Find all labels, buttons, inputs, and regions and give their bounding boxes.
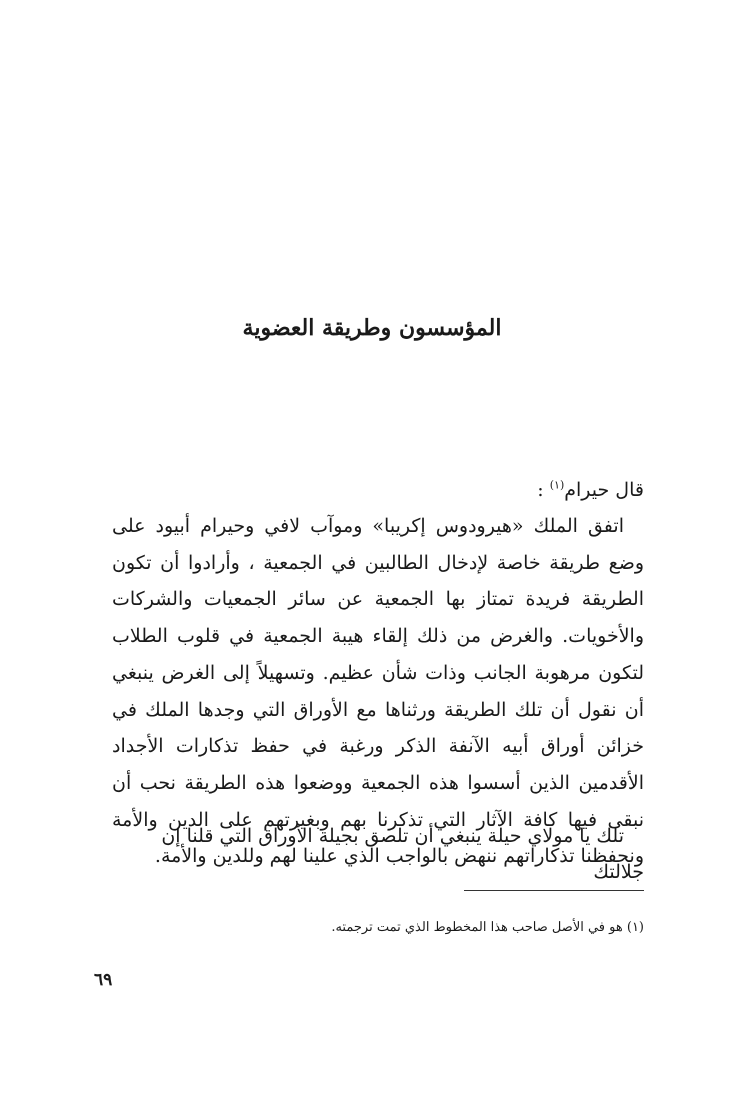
footnote: (١) هو في الأصل صاحب هذا المخطوط الذي تمت ترجمته.	[331, 920, 644, 935]
footnote-reference: (١)	[549, 478, 565, 492]
body-paragraph-2: تلك يا مولاي حيلة ينبغي أن تلصق بجيلة الأوراق التي قلنا إن جلالتك	[161, 825, 644, 883]
opening-suffix: :	[537, 479, 550, 501]
footnote-divider	[464, 890, 644, 891]
page-number: ٦٩	[94, 970, 113, 990]
chapter-title: المؤسسون وطريقة العضوية	[242, 315, 502, 341]
body-paragraph-1: اتفق الملك «هيرودوس إكريبا» وموآب لافي وحيرام أبيود على وضع طريقة خاصة لإدخال الطالبين في الجمعية ، وأرادوا أن تكون الطريقة فريدة تمتاز بها الجمعية عن سائر الجمعيات والشركات والأخويات. والغرض من ذلك إلقاء هيبة الجمعية في قلوب الطلاب لتكون مرهوبة الجانب وذات شأن عظيم. وتسهيلاً إلى الغرض ينبغي أن نقول أن تلك الطريقة ورثناها مع الأوراق التي وجدها الملك في خزائن أوراق أبيه الآنفة الذكر ورغبة في حفظ تذكارات الأجداد الأقدمين الذين أسسوا هذه الجمعية ووضعوا هذه الطريقة نحب أن نبقى فيها كافة الآثار التي تذكرنا بهم وبغيرتهم على الدين والأمة ونحفظنا تذكاراتهم ننهض بالواجب الذي علينا لهم وللدين والأمة.	[112, 515, 644, 868]
opening-line	[112, 472, 644, 508]
opening-text: قال حيرام	[564, 479, 644, 501]
